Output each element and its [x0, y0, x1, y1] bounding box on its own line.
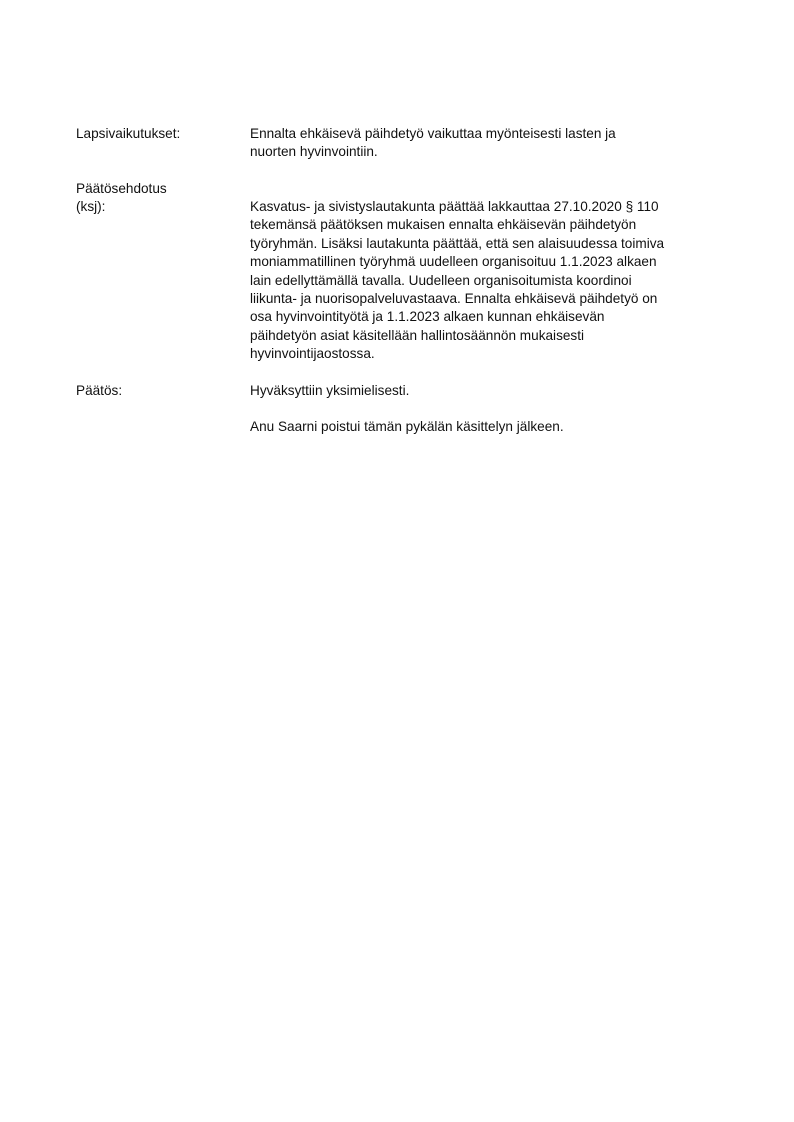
text-line: päihdetyön asiat käsitellään hallintosäännön mukaisesti	[250, 327, 585, 343]
paatosehdotus-label	[76, 180, 246, 217]
text-line: moniammatillinen työryhmä uudelleen organisoituu 1.1.2023 alkaen	[250, 254, 657, 270]
text-line: Ennalta ehkäisevä päihdetyö vaikuttaa myönteisesti lasten ja	[250, 126, 616, 141]
paatos-text	[250, 382, 736, 437]
lapsivaikutukset-label: Lapsivaikutukset:	[76, 126, 181, 141]
text-line: Kasvatus- ja sivistyslautakunta päättää lakkauttaa 27.10.2020 § 110	[250, 199, 659, 214]
paatos-label: Päätös:	[76, 383, 123, 398]
lapsivaikutukset-text	[250, 125, 736, 162]
text-line: osa hyvinvointityötä ja 1.1.2023 alkaen kunnan ehkäisevän	[250, 309, 605, 325]
paragraph-gap	[250, 400, 736, 418]
text-line: lain edellyttämällä tavalla. Uudelleen organisoitumista koordinoi	[250, 272, 632, 288]
text-line: työryhmän. Lisäksi lautakunta päättää, että sen alaisuudessa toimiva	[250, 235, 665, 251]
text-line: tekemänsä päätöksen mukaisen ennalta ehkäisevän päihdetyön	[250, 217, 637, 233]
text-line: hyvinvointijaostossa.	[250, 346, 375, 362]
paatosehdotus-label-line: Päätösehdotus	[76, 181, 167, 196]
paatos-decision: Hyväksyttiin yksimielisesti.	[250, 383, 410, 398]
text-line: liikunta- ja nuorisopalveluvastaava. Ennalta ehkäisevä päihdetyö on	[250, 291, 658, 307]
paatosehdotus-label-line: (ksj):	[76, 199, 106, 215]
paatosehdotus-text	[250, 198, 736, 364]
paatos-note: Anu Saarni poistui tämän pykälän käsittelyn jälkeen.	[250, 419, 564, 435]
text-line: nuorten hyvinvointiin.	[250, 144, 378, 160]
